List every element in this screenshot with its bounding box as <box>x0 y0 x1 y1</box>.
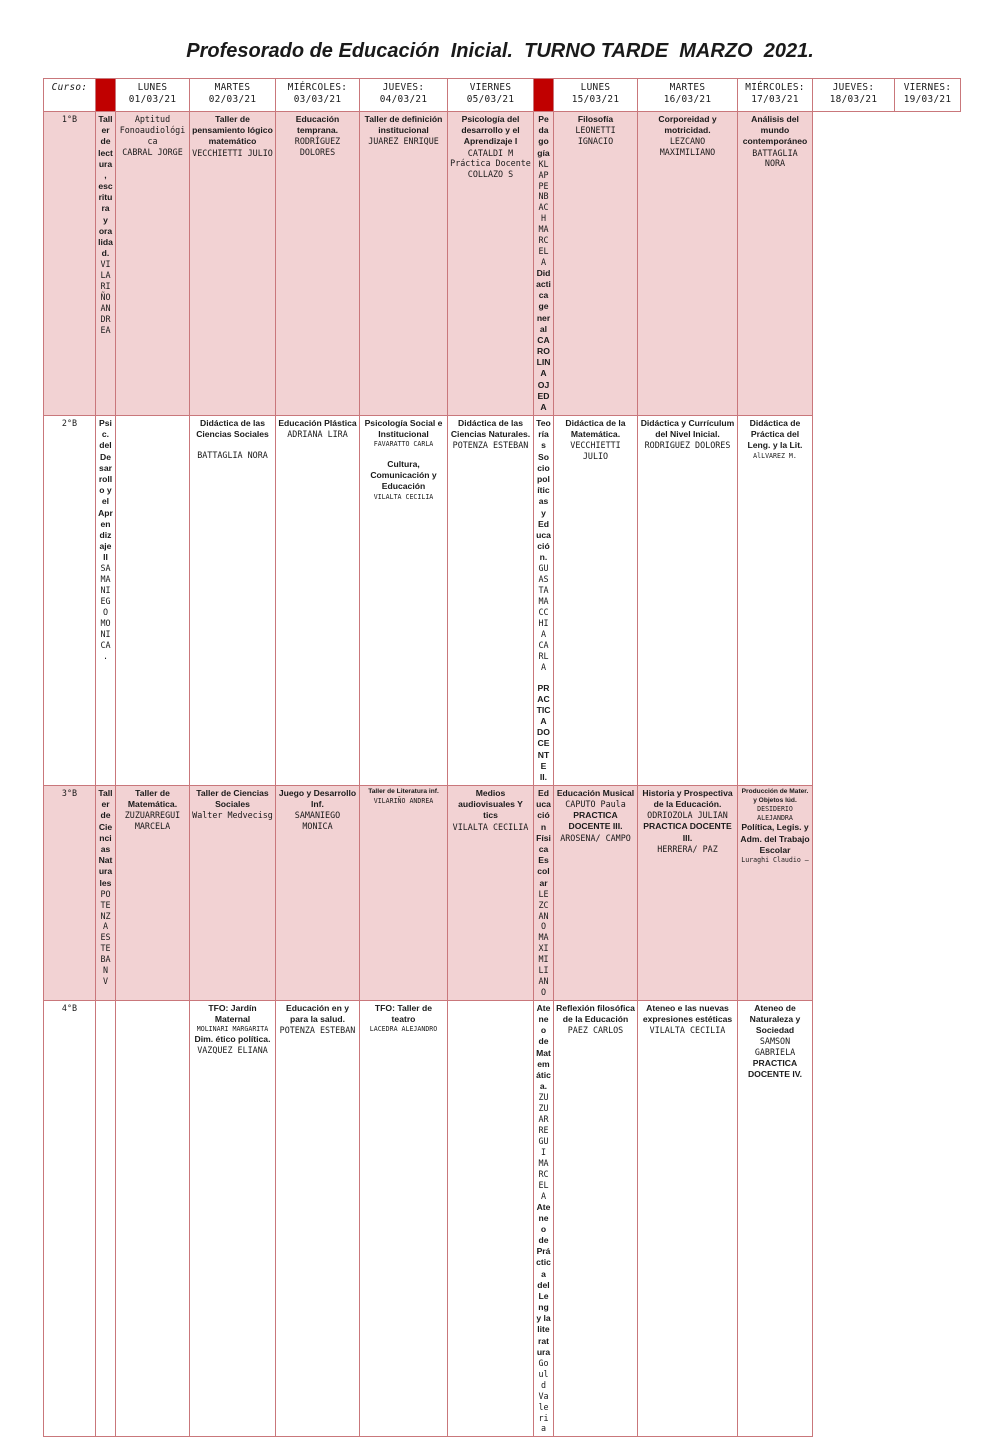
teacher-name: BATTAGLIA NORA <box>197 450 268 461</box>
schedule-cell <box>534 416 554 786</box>
schedule-cell <box>276 416 360 786</box>
teacher-name: VILALTA CECILIA <box>452 821 529 832</box>
day-header <box>276 79 360 112</box>
teacher-name: ADRIANA LIRA <box>287 429 348 440</box>
schedule-cell <box>96 112 116 416</box>
header-row <box>44 79 961 112</box>
subject-name: Taller de Matemática. <box>127 788 178 810</box>
teacher-name: VAZQUEZ ELIANA <box>197 1044 268 1055</box>
subject-name: Didactica general <box>536 267 551 334</box>
subject-name: PRACTICA DOCENTE IV. <box>747 1058 803 1080</box>
schedule-cell <box>96 416 116 786</box>
schedule-cell <box>276 786 360 1001</box>
subject-name: Ateneo de Práctica del Leng y la literatura <box>536 1201 551 1357</box>
schedule-row <box>44 112 961 416</box>
subject-name: Educación Física Escolar <box>536 788 551 888</box>
teacher-name: VILARIÑO ANDREA <box>100 259 111 335</box>
subject-name: Medios audiovisuales Y tics <box>458 788 523 821</box>
subject-name: Ateneo de Matemática. <box>536 1002 551 1092</box>
red-separator-left <box>96 79 116 112</box>
teacher-name: ZUZUARREGUI MARCELA <box>124 810 181 832</box>
day-name: VIERNES <box>469 82 512 93</box>
schedule-cell <box>738 1000 813 1436</box>
subject-name: Juego y Desarrollo Inf. <box>278 788 357 810</box>
teacher-name: Luraghi Claudio – <box>741 855 809 864</box>
schedule-cell <box>554 1000 638 1436</box>
day-name: LUNES <box>137 82 168 93</box>
subject-name: Didáctica de las Ciencias Sociales <box>196 418 269 440</box>
day-header <box>813 79 895 112</box>
schedule-cell <box>638 1000 738 1436</box>
teacher-name: Aptitud Fonoaudiológica <box>119 114 186 146</box>
schedule-cell <box>276 112 360 416</box>
teacher-name: DESIDERIO ALEJANDRA <box>757 805 793 822</box>
subject-name: Didáctica de la Matemática. <box>565 418 626 440</box>
subject-name: Ateneo e las nuevas expresiones estéticas <box>642 1002 733 1025</box>
subject-name: Cultura, Comunicación y Educación <box>370 459 437 492</box>
teacher-name: Walter Medvecisg <box>192 810 273 821</box>
red-separator-middle <box>534 79 554 112</box>
teacher-name: VECCHIETTI JULIO <box>570 440 621 462</box>
schedule-cell <box>190 1000 276 1436</box>
schedule-cell <box>638 112 738 416</box>
teacher-name: RODRÍGUEZ DOLORES <box>294 136 341 158</box>
teacher-name: VILALTA CECILIA <box>373 492 434 501</box>
schedule-cell <box>190 112 276 416</box>
subject-name: Pedagogía <box>537 114 550 158</box>
subject-name: PRACTICA DOCENTE II. <box>536 682 551 782</box>
teacher-name: VECCHIETTI JULIO <box>192 147 273 158</box>
schedule-cell <box>738 112 813 416</box>
day-name: LUNES <box>580 82 611 93</box>
day-name: MIÉRCOLES: <box>287 82 348 93</box>
day-header <box>190 79 276 112</box>
schedule-cell <box>96 1000 116 1436</box>
schedule-cell <box>96 786 116 1001</box>
day-name: VIERNES: <box>903 82 952 93</box>
teacher-name: PAEZ CARLOS <box>567 1025 624 1036</box>
teacher-name: Gould Valeria <box>538 1357 549 1434</box>
schedule-cell <box>534 786 554 1001</box>
teacher-name: GUASTAMACCHIA CARLA <box>538 563 549 672</box>
schedule-cell <box>116 112 190 416</box>
subject-name: Taller de definición institucional <box>364 114 443 136</box>
subject-name: Didáctica de Práctica del Leng. y la Lit. <box>747 418 803 451</box>
schedule-cell <box>638 416 738 786</box>
schedule-cell <box>360 1000 448 1436</box>
teacher-name: ZUZUARREGUI MARCELA <box>538 1092 549 1201</box>
schedule-cell <box>116 416 190 786</box>
schedule-cell <box>116 1000 190 1436</box>
day-date: 16/03/21 <box>663 93 712 105</box>
teacher-name: VILARIÑO ANDREA <box>373 796 434 805</box>
day-date: 04/03/21 <box>379 93 428 105</box>
course-label: 4°B <box>44 1000 96 1436</box>
subject-name: Didáctica y Currículum del Nivel Inicial. <box>640 418 735 440</box>
subject-name: Taller de lectura, escritura y oralidad. <box>98 114 113 259</box>
day-header <box>738 79 813 112</box>
page-title: Profesorado de Educación Inicial. TURNO TARDE MARZO 2021. <box>186 40 814 62</box>
subject-name: Didáctica de las Ciencias Naturales. <box>450 418 531 440</box>
day-name: MIÉRCOLES: <box>745 82 805 93</box>
teacher-name: POTENZA ESTEBAN V <box>100 888 111 987</box>
schedule-cell <box>190 786 276 1001</box>
schedule-row <box>44 416 961 786</box>
teacher-name: RODRIGUEZ DOLORES <box>644 440 731 451</box>
schedule-cell <box>448 416 534 786</box>
subject-name: Dim. ético política. <box>194 1033 271 1044</box>
teacher-name: CAPUTO Paula <box>565 799 626 810</box>
teacher-name: VILALTA CECILIA <box>649 1025 726 1036</box>
curso-header: Curso: <box>44 79 96 112</box>
teacher-name: POTENZA ESTEBAN <box>452 440 529 451</box>
schedule-row <box>44 1000 961 1436</box>
teacher-name: LACEDRA ALEJANDRO <box>369 1025 438 1034</box>
subject-name: Psicología del desarrollo y el Aprendizaje I <box>461 114 520 147</box>
teacher-name: CABRAL JORGE <box>122 146 183 157</box>
teacher-name: CATALDI M <box>467 147 514 158</box>
schedule-cell <box>116 786 190 1001</box>
schedule-cell <box>448 786 534 1001</box>
schedule-cell <box>554 416 638 786</box>
teacher-name: FAVARATTO CARLA <box>373 440 434 449</box>
schedule-cell <box>190 416 276 786</box>
subject-name: Educación temprana. <box>295 114 340 136</box>
schedule-cell <box>448 112 534 416</box>
schedule-cell <box>360 416 448 786</box>
teacher-name <box>536 673 551 683</box>
teacher-name: AROSENA/ CAMPO <box>560 832 631 843</box>
schedule-cell <box>360 786 448 1001</box>
subject-name: Filosofía <box>577 114 614 124</box>
subject-name: Taller de Ciencias Naturales <box>98 788 113 888</box>
subject-name: Taller de pensamiento lógico matemático <box>192 114 273 147</box>
teacher-name: LEZCANO MAXIMILIANO <box>538 888 549 997</box>
subject-name: Análisis del mundo contemporáneo <box>742 114 808 147</box>
schedule-cell <box>738 416 813 786</box>
teacher-name <box>362 449 445 459</box>
day-date: 03/03/21 <box>293 93 342 105</box>
day-name: JUEVES: <box>832 82 875 93</box>
day-header <box>448 79 534 112</box>
teacher-name <box>192 440 273 450</box>
subject-name: Producción de Mater. y Objetos lúd. <box>741 788 809 804</box>
teacher-name: Práctica Docente <box>450 158 531 169</box>
teacher-name: SAMANIEGO MONICA. <box>100 563 111 661</box>
day-name: MARTES <box>669 82 706 93</box>
subject-name: Corporeidad y motricidad. <box>658 114 717 136</box>
subject-name: Educación Musical <box>556 788 635 799</box>
subject-name: Reflexión filosófica de la Educación <box>556 1002 635 1025</box>
subject-name: TFO: Taller de teatro <box>374 1002 433 1025</box>
teacher-name: COLLAZO S <box>467 169 514 180</box>
schedule-cell <box>554 112 638 416</box>
teacher-name: KLAPPENBACH MARCELA <box>538 158 549 267</box>
teacher-name: LEONETTI IGNACIO <box>575 125 616 147</box>
teacher-name: BATTAGLIA NORA <box>752 147 798 169</box>
subject-name: Educación Plástica <box>278 418 357 429</box>
subject-name: CAROLINA OJEDA <box>536 334 551 412</box>
subject-name: Psicología Social e Institucional <box>364 418 443 440</box>
day-date: 01/03/21 <box>128 93 177 105</box>
subject-name: TFO: Jardín Maternal <box>208 1002 257 1025</box>
teacher-name: LEZCANO MAXIMILIANO <box>659 136 716 158</box>
day-date: 02/03/21 <box>208 93 257 105</box>
teacher-name: ODRIOZOLA JULIAN <box>647 810 728 821</box>
subject-name: PRACTICA DOCENTE III. <box>643 821 732 843</box>
day-header <box>360 79 448 112</box>
subject-name: Taller de Ciencias Sociales <box>196 788 269 810</box>
schedule-cell <box>448 1000 534 1436</box>
course-label: 1°B <box>44 112 96 416</box>
day-date: 05/03/21 <box>466 93 515 105</box>
day-name: MARTES <box>214 82 251 93</box>
schedule-cell <box>554 786 638 1001</box>
day-date: 17/03/21 <box>751 93 799 105</box>
schedule-cell <box>360 112 448 416</box>
schedule-cell <box>738 786 813 1001</box>
day-name: JUEVES: <box>382 82 425 93</box>
teacher-name: JUAREZ ENRIQUE <box>368 136 439 147</box>
day-header <box>554 79 638 112</box>
teacher-name: SAMANIEGO MONICA <box>294 810 341 832</box>
teacher-name: AlLVAREZ M. <box>753 451 797 460</box>
subject-name: Educación en y para la salud. <box>285 1002 350 1025</box>
subject-name: Ateneo de Naturaleza y Sociedad <box>749 1002 801 1036</box>
teacher-name: SAMSON GABRIELA <box>754 1036 796 1058</box>
subject-name: Política, Legis. y Adm. del Trabajo Escolar <box>740 822 810 855</box>
day-date: 18/03/21 <box>829 93 878 105</box>
schedule-row <box>44 786 961 1001</box>
course-label: 2°B <box>44 416 96 786</box>
schedule-cell <box>534 1000 554 1436</box>
subject-name: Historia y Prospectiva de la Educación. <box>642 788 733 810</box>
teacher-name: MOLINARI MARGARITA <box>196 1025 269 1034</box>
schedule-table <box>43 78 961 1437</box>
day-header <box>638 79 738 112</box>
teacher-name: POTENZA ESTEBAN <box>279 1025 356 1036</box>
day-date: 15/03/21 <box>571 93 620 105</box>
day-header <box>895 79 961 112</box>
course-label: 3°B <box>44 786 96 1001</box>
day-header <box>116 79 190 112</box>
subject-name: Psic. del Desarrollo y el Aprendizaje II <box>98 418 113 563</box>
schedule-cell <box>276 1000 360 1436</box>
schedule-cell <box>534 112 554 416</box>
subject-name: Taller de Literatura inf. <box>368 788 439 796</box>
teacher-name: HERRERA/ PAZ <box>657 843 718 854</box>
subject-name: Teorías Sociopolíticas y Educación. <box>536 418 551 563</box>
schedule-cell <box>638 786 738 1001</box>
day-date: 19/03/21 <box>903 93 952 105</box>
subject-name: PRACTICA DOCENTE III. <box>568 810 623 832</box>
